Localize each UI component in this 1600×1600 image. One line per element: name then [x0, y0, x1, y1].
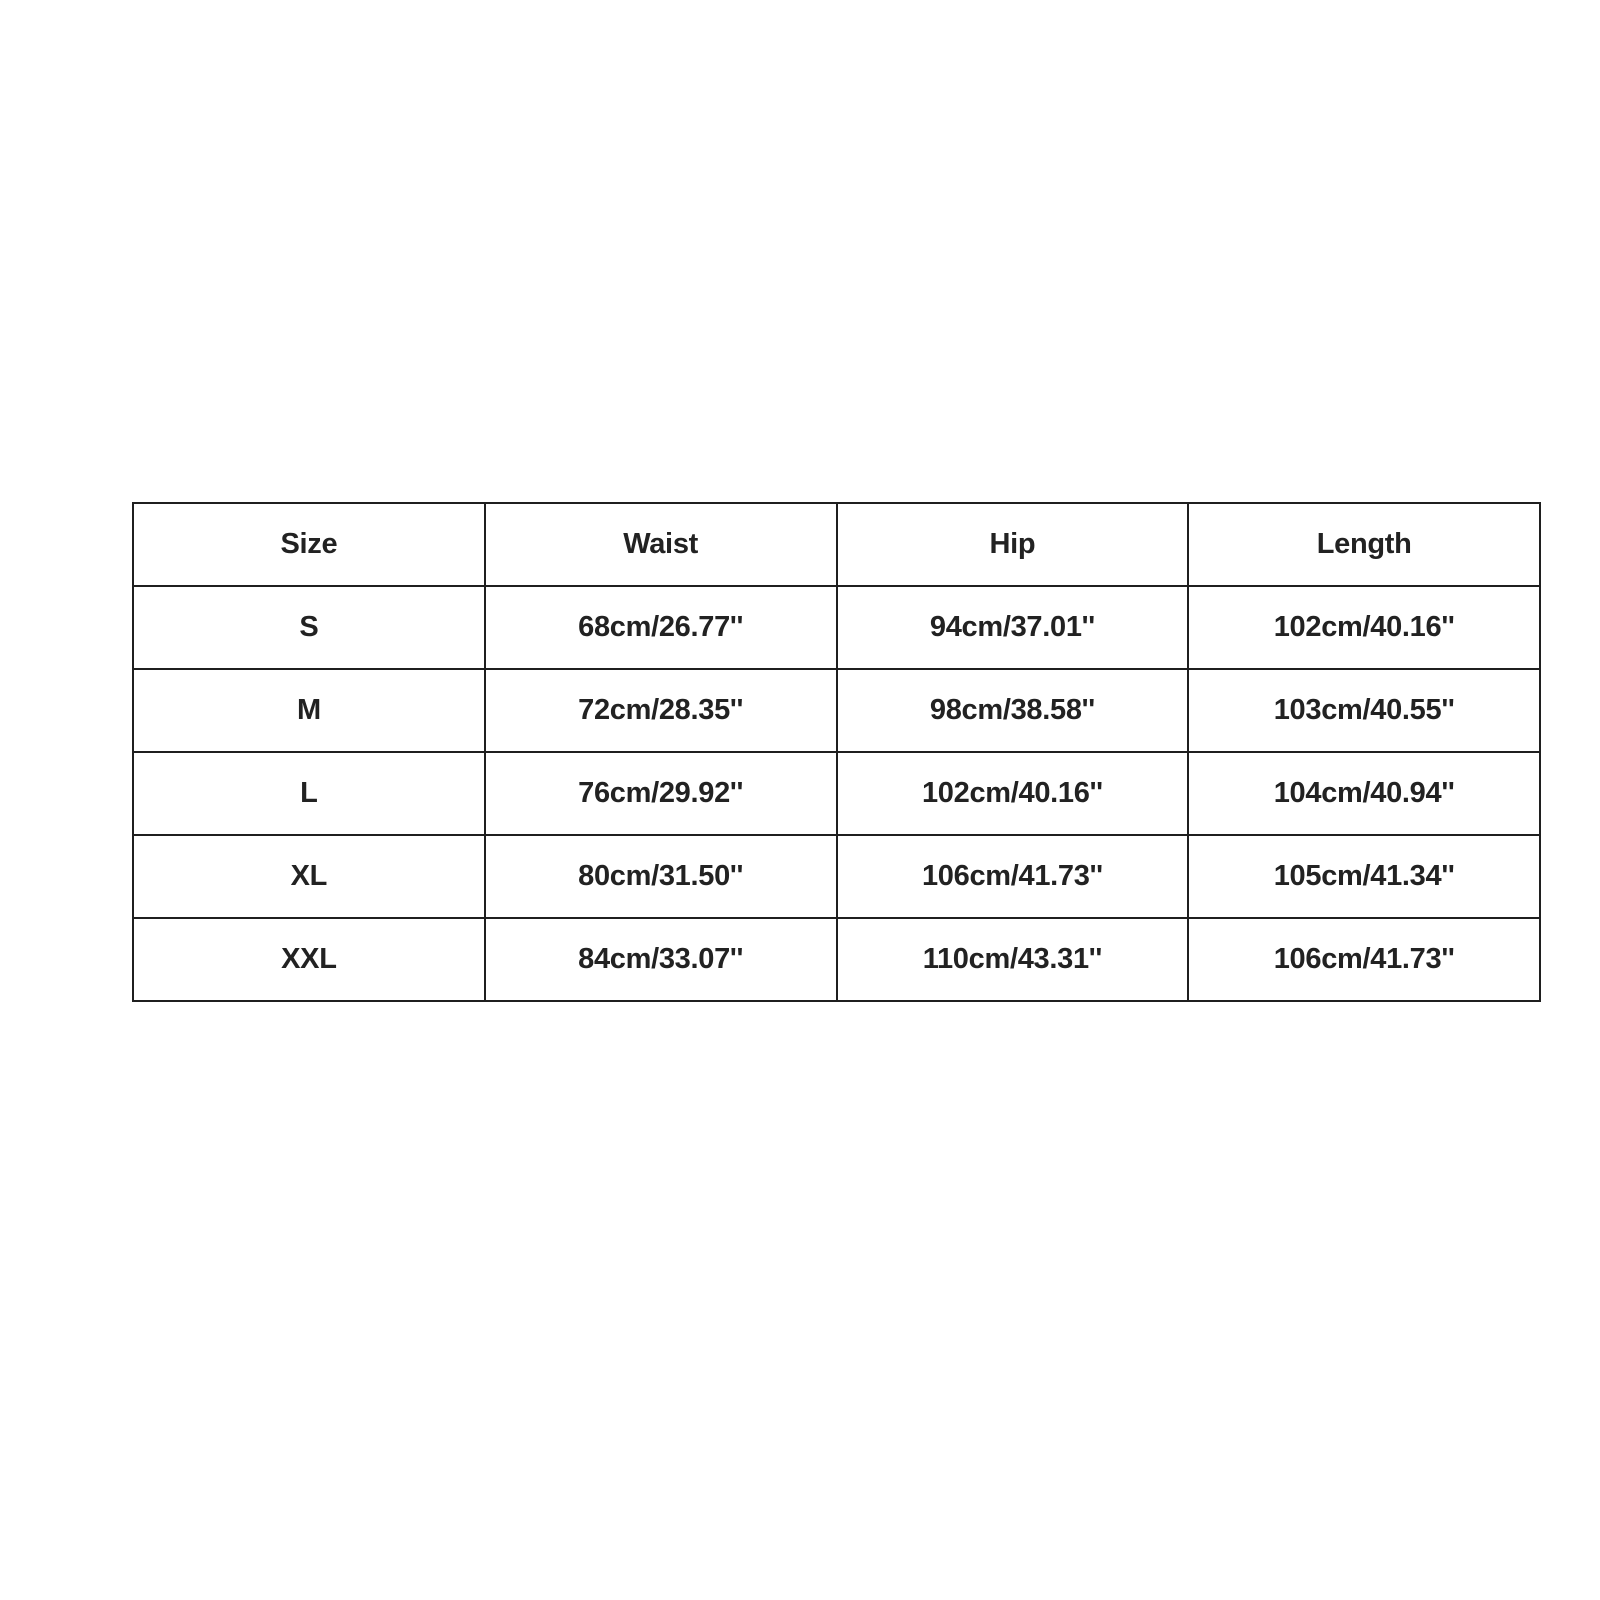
cell-waist: 72cm/28.35''	[485, 669, 837, 752]
cell-length: 105cm/41.34''	[1188, 835, 1540, 918]
cell-size: L	[133, 752, 485, 835]
cell-length: 102cm/40.16''	[1188, 586, 1540, 669]
header-size: Size	[133, 503, 485, 586]
cell-length: 103cm/40.55''	[1188, 669, 1540, 752]
header-hip: Hip	[837, 503, 1189, 586]
cell-length: 106cm/41.73''	[1188, 918, 1540, 1001]
cell-waist: 84cm/33.07''	[485, 918, 837, 1001]
table-header-row	[133, 503, 1540, 586]
table-row	[133, 835, 1540, 918]
cell-length: 104cm/40.94''	[1188, 752, 1540, 835]
header-length: Length	[1188, 503, 1540, 586]
cell-size: M	[133, 669, 485, 752]
table-row	[133, 586, 1540, 669]
size-chart-table	[132, 502, 1541, 1002]
table-row	[133, 669, 1540, 752]
cell-waist: 80cm/31.50''	[485, 835, 837, 918]
cell-size: S	[133, 586, 485, 669]
cell-waist: 68cm/26.77''	[485, 586, 837, 669]
table-row	[133, 918, 1540, 1001]
cell-hip: 98cm/38.58''	[837, 669, 1189, 752]
cell-hip: 102cm/40.16''	[837, 752, 1189, 835]
cell-waist: 76cm/29.92''	[485, 752, 837, 835]
cell-size: XL	[133, 835, 485, 918]
cell-hip: 94cm/37.01''	[837, 586, 1189, 669]
header-waist: Waist	[485, 503, 837, 586]
cell-hip: 106cm/41.73''	[837, 835, 1189, 918]
cell-size: XXL	[133, 918, 485, 1001]
table-row	[133, 752, 1540, 835]
cell-hip: 110cm/43.31''	[837, 918, 1189, 1001]
